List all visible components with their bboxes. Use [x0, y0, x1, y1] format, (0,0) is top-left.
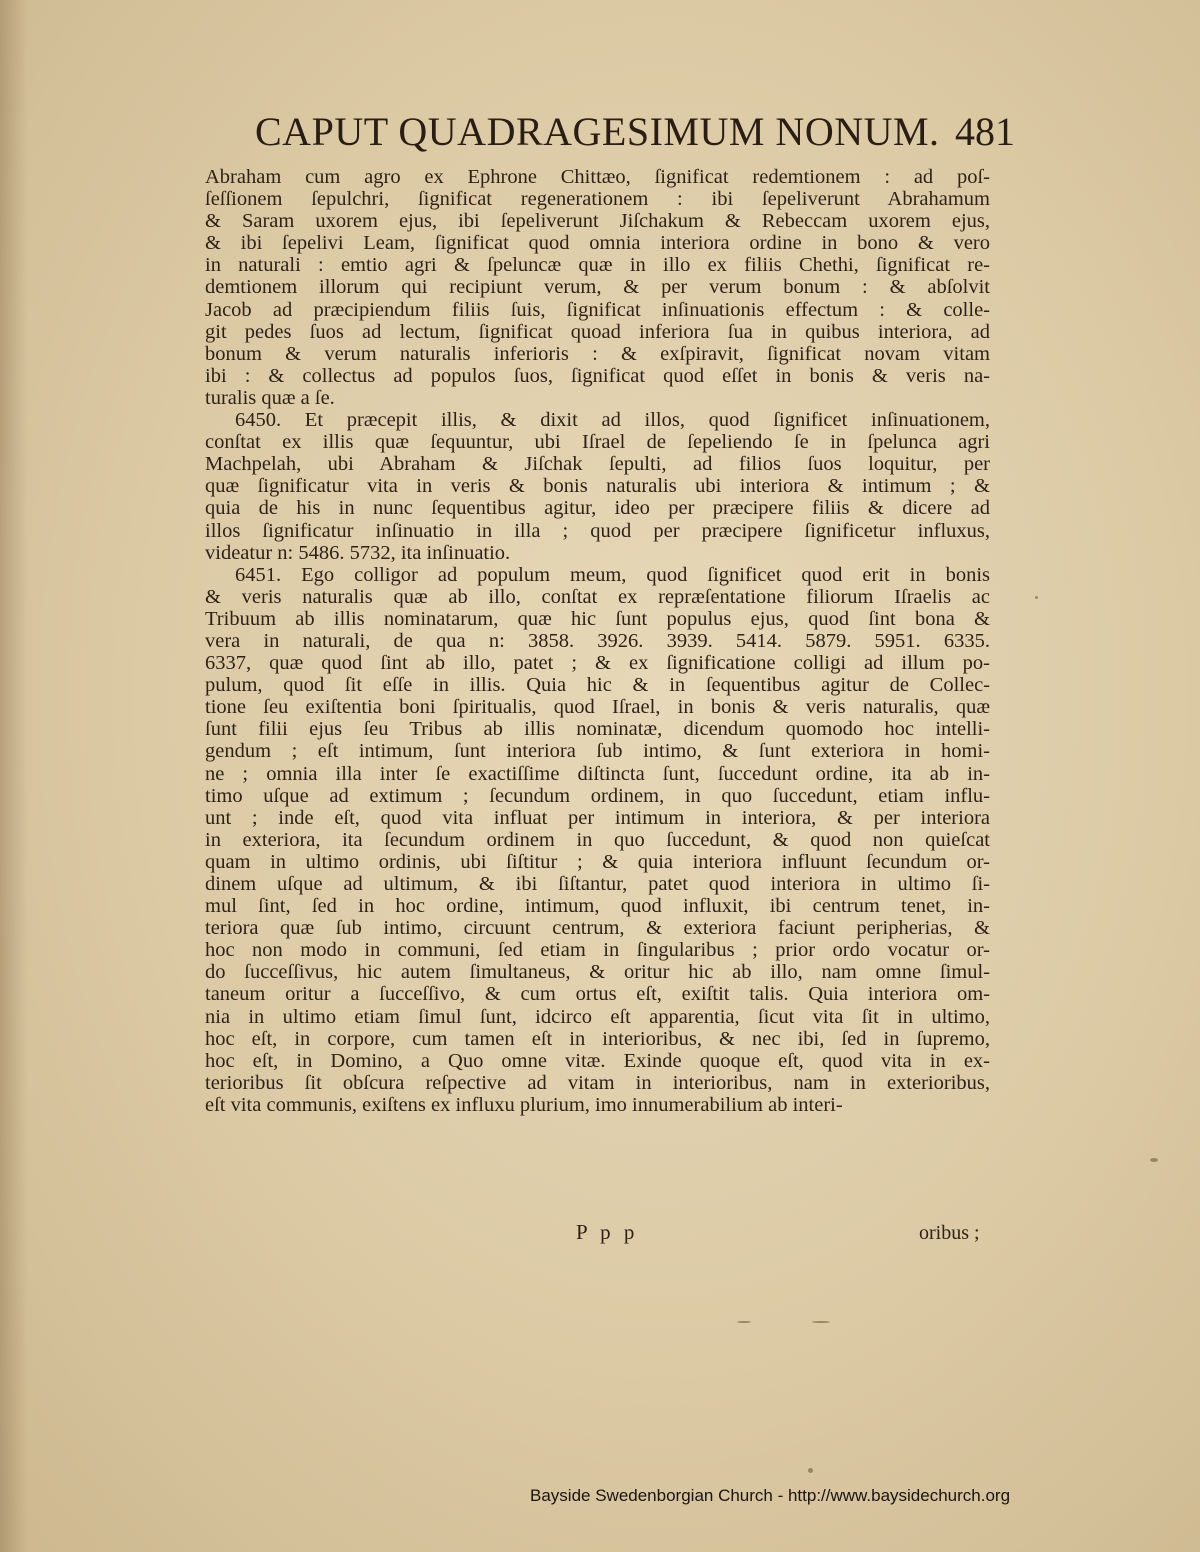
- text-line: hoc eſt, in corpore, cum tamen eſt in interioribus, & nec ibi, ſed in ſupremo,: [205, 1027, 990, 1050]
- text-line: pulum, quod ſit eſſe in illis. Quia hic & in ſequentibus agitur de Collec-: [205, 674, 990, 697]
- text-line: 6451. Ego colligor ad populum meum, quod ſignificet quod erit in bonis: [235, 563, 990, 586]
- body-text: [205, 166, 990, 1116]
- text-line: quæ ſignificatur vita in veris & bonis naturalis ubi interiora & intimum ; &: [205, 475, 990, 498]
- text-line: timo uſque ad extimum ; ſecundum ordinem, in quo ſuccedunt, etiam influ-: [205, 784, 990, 807]
- paper-speck: [1150, 1158, 1158, 1162]
- text-line: ſeſſionem ſepulchri, ſignificat regenerationem : ibi ſepeliverunt Abrahamum: [205, 188, 990, 211]
- text-line: git pedes ſuos ad lectum, ſignificat quoad inferiora ſua in quibus interiora, ad: [205, 320, 990, 343]
- text-line: 6450. Et præcepit illis, & dixit ad illos, quod ſignificet inſinuationem,: [235, 409, 990, 432]
- paper-speck: [812, 1321, 830, 1323]
- page-gutter-shadow: [0, 0, 28, 1552]
- text-line: hoc non modo in communi, ſed etiam in ſingularibus ; prior ordo vocatur or-: [205, 939, 990, 962]
- text-line: ſunt filii ejus ſeu Tribus ab illis nominatæ, dicendum quomodo hoc intelli-: [205, 718, 990, 741]
- text-line: ibi : & collectus ad populos ſuos, ſignificat quod eſſet in bonis & veris na-: [205, 364, 990, 387]
- text-line: tione ſeu exiſtentia boni ſpiritualis, quod Iſrael, in bonis & veris naturalis, quæ: [205, 696, 990, 719]
- text-line: demtionem illorum qui recipiunt verum, & per verum bonum : & abſolvit: [205, 276, 990, 299]
- text-line: unt ; inde eſt, quod vita influat per intimum in interiora, & per interiora: [205, 806, 990, 829]
- header-title: CAPUT QUADRAGESIMUM NONUM.: [255, 109, 940, 154]
- text-line: & veris naturalis quæ ab illo, conſtat ex repræſentatione filiorum Iſraelis ac: [205, 585, 990, 608]
- text-line: do ſucceſſivus, hic autem ſimultaneus, & oritur hic ab illo, nam omne ſimul-: [205, 961, 990, 984]
- text-line: eſt vita communis, exiſtens ex influxu plurium, imo innumerabilium ab interi-: [205, 1093, 843, 1116]
- text-line: ne ; omnia illa inter ſe exactiſſime diſtincta ſunt, ſuccedunt ordine, ita ab in-: [205, 762, 990, 785]
- text-line: hoc eſt, in Domino, a Quo omne vitæ. Exinde quoque eſt, quod vita in ex-: [205, 1049, 990, 1072]
- paper-speck: [737, 1321, 751, 1323]
- text-line: & Saram uxorem ejus, ibi ſepeliverunt Jiſchakum & Rebeccam uxorem ejus,: [205, 210, 990, 233]
- text-line: turalis quæ a ſe.: [205, 386, 335, 409]
- text-line: in naturali : emtio agri & ſpeluncæ quæ in illo ex filiis Chethi, ſignificat re-: [205, 254, 990, 277]
- text-line: vera in naturali, de qua n: 3858. 3926. 3939. 5414. 5879. 5951. 6335.: [205, 629, 990, 652]
- text-line: nia in ultimo etiam ſimul ſunt, idcirco eſt apparentia, ſicut vita ſit in ultimo,: [205, 1005, 990, 1028]
- text-line: quia de his in nunc ſequentibus agitur, ideo per præcipere filiis & dicere ad: [205, 497, 990, 520]
- text-line: dinem uſque ad ultimum, & ibi ſiſtantur, patet quod interiora in ultimo ſi-: [205, 873, 990, 895]
- text-line: videatur n: 5486. 5732, ita inſinuatio.: [205, 541, 511, 564]
- catchword: oribus ;: [919, 1222, 980, 1244]
- text-line: Abraham cum agro ex Ephrone Chittæo, ſignificat redemtionem : ad poſ-: [205, 166, 990, 188]
- text-line: Jacob ad præcipiendum filiis ſuis, ſignificat inſinuationis effectum : & colle-: [205, 298, 990, 321]
- text-line: illos ſignificatur inſinuatio in illa ; quod per præcipere ſignificetur influxus,: [205, 519, 990, 542]
- paper-speck: [1035, 596, 1038, 599]
- text-line: quam in ultimo ordinis, ubi ſiſtitur ; & quia interiora influunt ſecundum or-: [205, 850, 990, 873]
- watermark-text: Bayside Swedenborgian Church - http://www.baysidechurch.org: [530, 1486, 1011, 1505]
- text-line: taneum oritur a ſucceſſivo, & cum ortus eſt, exiſtit talis. Quia interiora om-: [205, 983, 990, 1006]
- text-line: Machpelah, ubi Abraham & Jiſchak ſepulti, ad filios ſuos loquitur, per: [205, 453, 990, 476]
- text-line: bonum & verum naturalis inferioris : & exſpiravit, ſignificat novam vitam: [205, 342, 990, 365]
- text-line: teriora quæ ſub intimo, circuunt centrum, & exteriora faciunt peripherias, &: [205, 917, 990, 940]
- page-number: 481: [955, 109, 1015, 154]
- text-line: & ibi ſepelivi Leam, ſignificat quod omnia interiora ordine in bono & vero: [205, 232, 990, 255]
- text-line: in exteriora, ita ſecundum ordinem in quo ſuccedunt, & quod non quieſcat: [205, 828, 990, 851]
- text-line: terioribus ſit obſcura reſpective ad vitam in interioribus, nam in exterioribus,: [205, 1071, 990, 1094]
- running-header: [255, 108, 1015, 164]
- paper-speck: [808, 1468, 813, 1473]
- signature-mark: P p p: [576, 1220, 639, 1244]
- text-line: conſtat ex illis quæ ſequuntur, ubi Iſrael de ſepeliendo ſe in ſpelunca agri: [205, 431, 990, 454]
- text-line: mul ſint, ſed in hoc ordine, intimum, quod influxit, ibi centrum tenet, in-: [205, 895, 990, 918]
- text-line: 6337, quæ quod ſint ab illo, patet ; & ex ſignificatione colligi ad illum po-: [205, 652, 990, 675]
- text-line: gendum ; eſt intimum, ſunt interiora ſub intimo, & ſunt exteriora in homi-: [205, 740, 990, 763]
- text-line: Tribuum ab illis nominatarum, quæ hic ſunt populus ejus, quod ſint bona &: [205, 607, 990, 630]
